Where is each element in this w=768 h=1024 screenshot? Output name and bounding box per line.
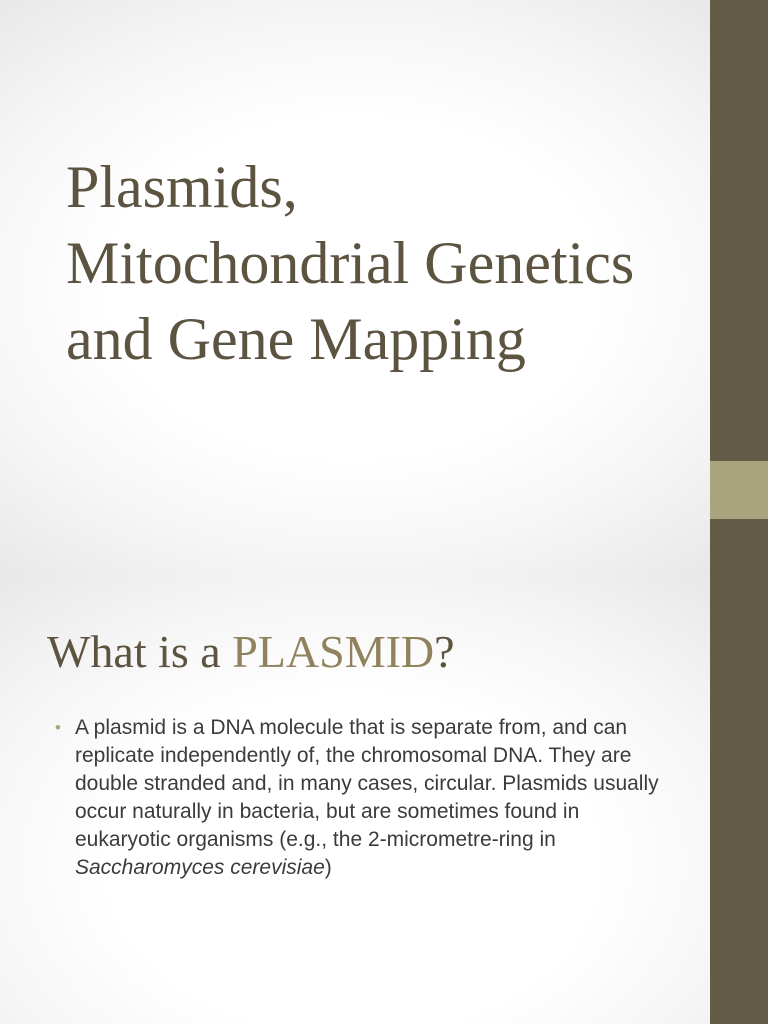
bullet-item bbox=[75, 714, 659, 882]
bullet-line-last bbox=[75, 854, 659, 882]
closing-parenthesis: ) bbox=[324, 856, 332, 879]
side-bar-accent bbox=[710, 461, 768, 519]
bullet-line: A plasmid is a DNA molecule that is separate from, and can bbox=[75, 716, 628, 739]
title-line: and Gene Mapping bbox=[66, 306, 526, 372]
bullet-line: double stranded and, in many cases, circular. Plasmids usually bbox=[75, 772, 659, 795]
slide-2 bbox=[0, 576, 768, 1024]
species-name: Saccharomyces cerevisiae bbox=[75, 856, 325, 879]
side-bar bbox=[710, 576, 768, 1024]
bullet-line: occur naturally in bacteria, but are sometimes found in bbox=[75, 800, 580, 823]
bullet-line: replicate independently of, the chromosomal DNA. They are bbox=[75, 744, 632, 767]
title-line: Mitochondrial Genetics bbox=[66, 230, 635, 296]
bullet-line: eukaryotic organisms (e.g., the 2-micrometre-ring in bbox=[75, 828, 556, 851]
heading-punctuation: ? bbox=[434, 626, 455, 677]
bullet-marker: • bbox=[55, 718, 61, 737]
heading-highlight: PLASMID bbox=[232, 626, 435, 677]
slide-title bbox=[66, 149, 634, 377]
title-line: Plasmids, bbox=[66, 154, 298, 220]
heading-text: What is a bbox=[47, 626, 233, 677]
slide-heading bbox=[47, 627, 455, 677]
